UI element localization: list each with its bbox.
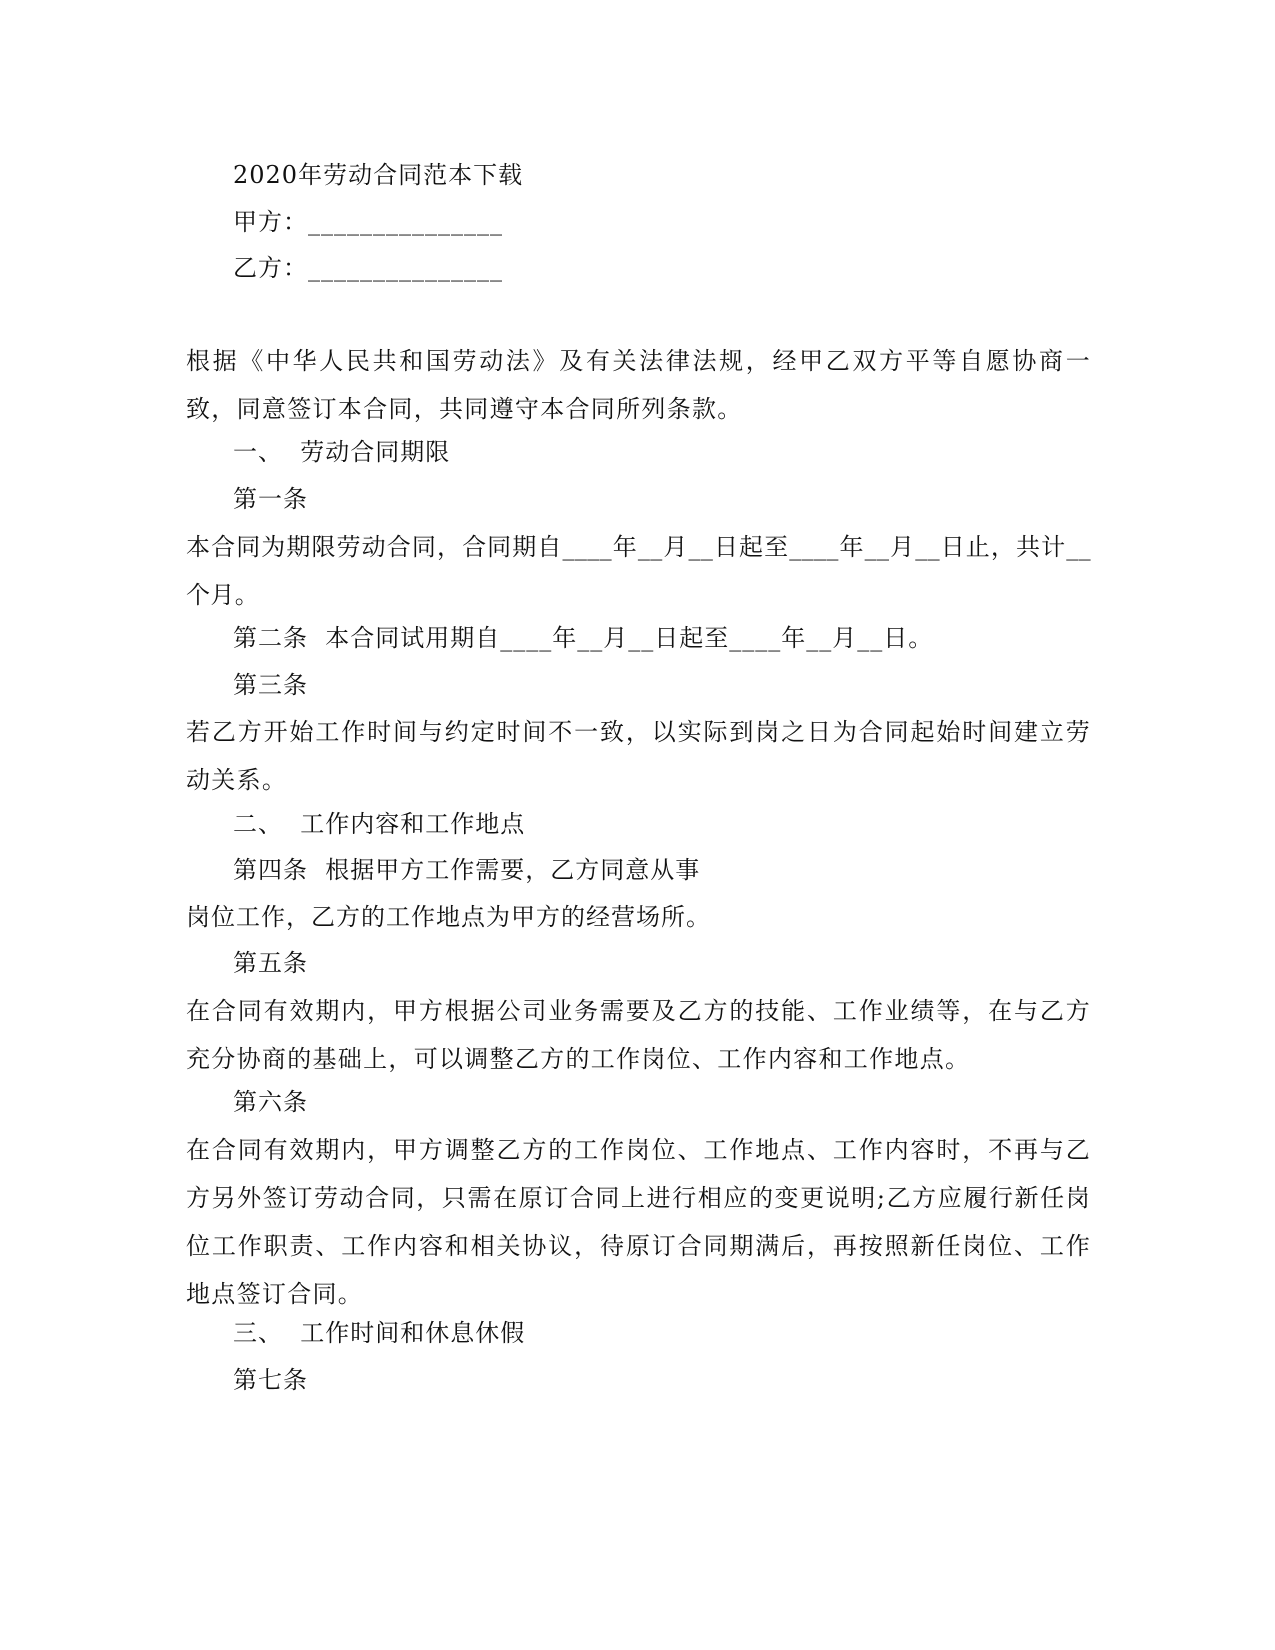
- article-2-text: 第二条 本合同试用期自____年__月__日起至____年__月__日。: [233, 624, 934, 652]
- document-title: 2020年劳动合同范本下载: [233, 161, 524, 189]
- section-1-heading: 一、 劳动合同期限: [233, 438, 451, 466]
- article-4-line-2: 岗位工作，乙方的工作地点为甲方的经营场所。: [186, 903, 711, 931]
- section-2-heading: 二、 工作内容和工作地点: [233, 810, 526, 838]
- party-a-line: 甲方：_______________: [233, 208, 503, 236]
- article-3-text: 若乙方开始工作时间与约定时间不一致，以实际到岗之日为合同起始时间建立劳动关系。: [186, 718, 1091, 794]
- article-1-text: 本合同为期限劳动合同，合同期自____年__月__日起至____年__月__日止，共计__个月。: [186, 533, 1091, 609]
- article-4-line-1: 第四条 根据甲方工作需要，乙方同意从事: [233, 856, 701, 884]
- article-7-label: 第七条: [233, 1366, 308, 1394]
- article-5-text: 在合同有效期内，甲方根据公司业务需要及乙方的技能、工作业绩等，在与乙方充分协商的基础上，可以调整乙方的工作岗位、工作内容和工作地点。: [186, 997, 1091, 1073]
- party-b-line: 乙方：_______________: [233, 254, 503, 282]
- article-6-label: 第六条: [233, 1088, 308, 1116]
- article-6-text: 在合同有效期内，甲方调整乙方的工作岗位、工作地点、工作内容时，不再与乙方另外签订劳动合同，只需在原订合同上进行相应的变更说明;乙方应履行新任岗位工作职责、工作内容和相关协议，待原订合同期满后，再按照新任岗位、工作地点签订合同。: [186, 1136, 1091, 1308]
- article-5-label: 第五条: [233, 949, 308, 977]
- article-3-label: 第三条: [233, 671, 308, 699]
- section-3-heading: 三、 工作时间和休息休假: [233, 1319, 526, 1347]
- article-1-label: 第一条: [233, 485, 308, 513]
- intro-paragraph: 根据《中华人民共和国劳动法》及有关法律法规，经甲乙双方平等自愿协商一致，同意签订本合同，共同遵守本合同所列条款。: [186, 347, 1091, 423]
